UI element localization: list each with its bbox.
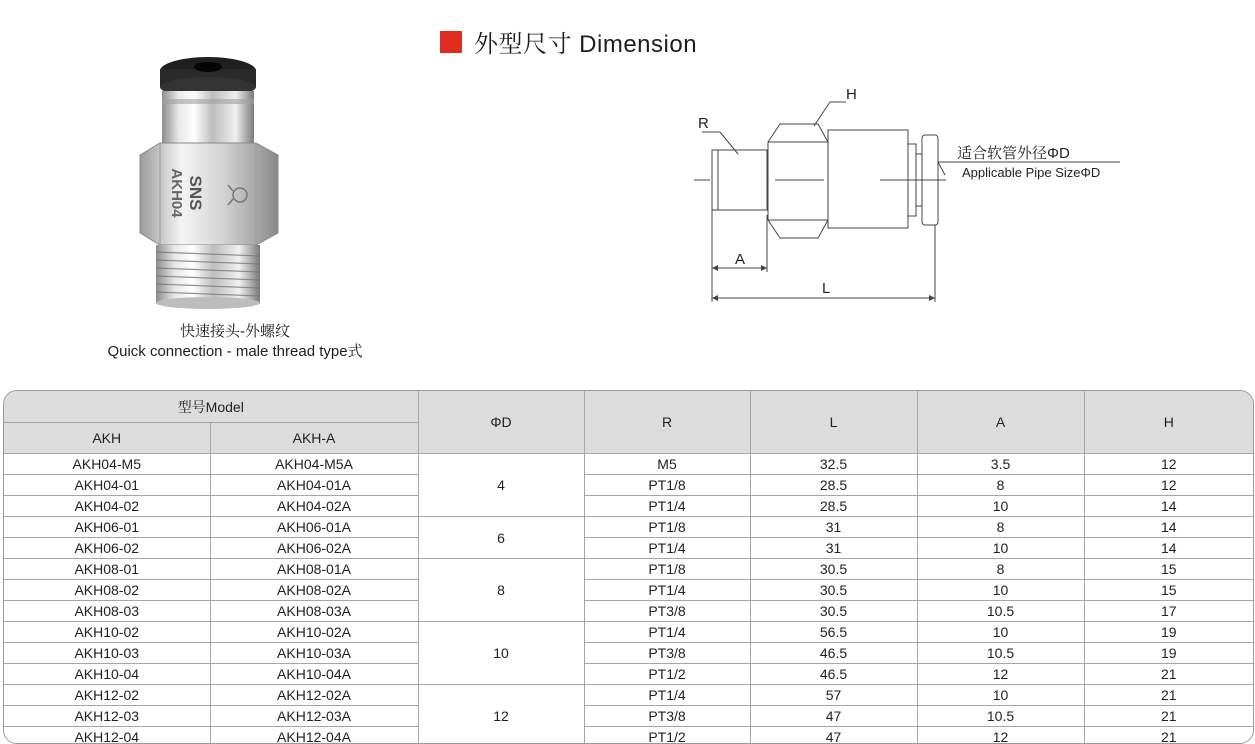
cell-a: 10 — [917, 580, 1084, 601]
cell-akh-a: AKH06-02A — [210, 538, 418, 559]
cell-akh-a: AKH08-03A — [210, 601, 418, 622]
cell-a: 10.5 — [917, 706, 1084, 727]
cell-l: 46.5 — [750, 643, 917, 664]
model-group-header: 型号Model — [4, 391, 418, 423]
cell-akh-a: AKH06-01A — [210, 517, 418, 538]
red-square-icon — [440, 31, 462, 53]
cell-r: M5 — [584, 454, 750, 475]
cell-a: 10 — [917, 496, 1084, 517]
header-a: A — [917, 391, 1084, 454]
header-l: L — [750, 391, 917, 454]
cell-r: PT3/8 — [584, 643, 750, 664]
cell-akh: AKH12-02 — [4, 685, 210, 706]
cell-od: 10 — [418, 622, 584, 685]
cell-r: PT1/4 — [584, 622, 750, 643]
cell-r: PT1/2 — [584, 664, 750, 685]
cell-akh: AKH08-03 — [4, 601, 210, 622]
table-row — [4, 538, 1253, 559]
cell-h: 19 — [1084, 643, 1253, 664]
cell-a: 8 — [917, 475, 1084, 496]
cell-akh: AKH08-02 — [4, 580, 210, 601]
cell-l: 46.5 — [750, 664, 917, 685]
cell-akh-a: AKH12-03A — [210, 706, 418, 727]
cell-l: 57 — [750, 685, 917, 706]
cell-akh: AKH04-01 — [4, 475, 210, 496]
cell-l: 32.5 — [750, 454, 917, 475]
table-row — [4, 517, 1253, 538]
cell-h: 12 — [1084, 454, 1253, 475]
cell-od: 12 — [418, 685, 584, 744]
cell-l: 56.5 — [750, 622, 917, 643]
cell-akh-a: AKH12-04A — [210, 727, 418, 744]
cell-od: 6 — [418, 517, 584, 559]
cell-akh-a: AKH08-02A — [210, 580, 418, 601]
cell-a: 8 — [917, 517, 1084, 538]
cell-akh-a: AKH04-02A — [210, 496, 418, 517]
product-caption — [60, 322, 410, 362]
header-r: R — [584, 391, 750, 454]
section-title: 外型尺寸 Dimension — [474, 24, 697, 59]
caption-cn: 快速接头-外螺纹 — [60, 322, 410, 342]
cell-od: 4 — [418, 454, 584, 517]
label-h: H — [846, 86, 857, 103]
cell-a: 10.5 — [917, 643, 1084, 664]
cell-r: PT1/4 — [584, 496, 750, 517]
table-row — [4, 685, 1253, 706]
cell-akh-a: AKH10-02A — [210, 622, 418, 643]
cell-akh-a: AKH12-02A — [210, 685, 418, 706]
cell-h: 12 — [1084, 475, 1253, 496]
cell-r: PT1/4 — [584, 685, 750, 706]
pipe-size-cn: 适合软管外径ΦD — [957, 145, 1070, 162]
cell-akh: AKH04-M5 — [4, 454, 210, 475]
table-row — [4, 706, 1253, 727]
cell-akh: AKH12-03 — [4, 706, 210, 727]
cell-akh: AKH06-02 — [4, 538, 210, 559]
cell-r: PT1/8 — [584, 475, 750, 496]
header-h: H — [1084, 391, 1253, 454]
cell-r: PT3/8 — [584, 706, 750, 727]
cell-akh-a: AKH04-01A — [210, 475, 418, 496]
cell-r: PT3/8 — [584, 601, 750, 622]
table-row — [4, 475, 1253, 496]
cell-h: 14 — [1084, 517, 1253, 538]
cell-h: 21 — [1084, 664, 1253, 685]
cell-akh: AKH12-04 — [4, 727, 210, 744]
cell-akh-a: AKH10-03A — [210, 643, 418, 664]
label-r: R — [698, 115, 709, 132]
cell-od: 8 — [418, 559, 584, 622]
cell-h: 21 — [1084, 706, 1253, 727]
cell-h: 21 — [1084, 727, 1253, 744]
cell-l: 47 — [750, 706, 917, 727]
product-brand: SNS — [186, 176, 205, 211]
cell-akh: AKH06-01 — [4, 517, 210, 538]
caption-en: Quick connection - male thread type式 — [60, 342, 410, 362]
table-row — [4, 559, 1253, 580]
header-akh: AKH — [4, 423, 210, 454]
cell-h: 19 — [1084, 622, 1253, 643]
cell-a: 12 — [917, 727, 1084, 744]
cell-h: 14 — [1084, 496, 1253, 517]
cell-l: 28.5 — [750, 475, 917, 496]
header-od: ΦD — [418, 391, 584, 454]
table-row — [4, 601, 1253, 622]
cell-akh: AKH04-02 — [4, 496, 210, 517]
cell-akh-a: AKH04-M5A — [210, 454, 418, 475]
cell-akh-a: AKH10-04A — [210, 664, 418, 685]
cell-l: 30.5 — [750, 601, 917, 622]
cell-r: PT1/2 — [584, 727, 750, 744]
table-row — [4, 496, 1253, 517]
cell-a: 10 — [917, 685, 1084, 706]
table-row — [4, 643, 1253, 664]
table-row — [4, 664, 1253, 685]
section-header — [440, 24, 697, 59]
cell-akh: AKH08-01 — [4, 559, 210, 580]
cell-h: 15 — [1084, 559, 1253, 580]
label-a: A — [735, 251, 745, 268]
cell-akh: AKH10-02 — [4, 622, 210, 643]
table-row — [4, 622, 1253, 643]
cell-a: 3.5 — [917, 454, 1084, 475]
header-akh-a: AKH-A — [210, 423, 418, 454]
dimension-table — [3, 390, 1254, 744]
cell-h: 15 — [1084, 580, 1253, 601]
table-row — [4, 727, 1253, 744]
cell-a: 8 — [917, 559, 1084, 580]
cell-h: 17 — [1084, 601, 1253, 622]
cell-l: 31 — [750, 517, 917, 538]
cell-akh-a: AKH08-01A — [210, 559, 418, 580]
cell-h: 21 — [1084, 685, 1253, 706]
cell-l: 31 — [750, 538, 917, 559]
cell-l: 47 — [750, 727, 917, 744]
cell-l: 28.5 — [750, 496, 917, 517]
cell-r: PT1/8 — [584, 517, 750, 538]
cell-h: 14 — [1084, 538, 1253, 559]
dimension-diagram — [680, 80, 1160, 310]
cell-a: 10 — [917, 538, 1084, 559]
label-l: L — [822, 280, 830, 297]
cell-r: PT1/4 — [584, 580, 750, 601]
spec-table — [4, 391, 1253, 744]
pipe-size-en: Applicable Pipe SizeΦD — [962, 165, 1100, 180]
cell-l: 30.5 — [750, 580, 917, 601]
cell-akh: AKH10-04 — [4, 664, 210, 685]
table-row — [4, 454, 1253, 475]
cell-a: 12 — [917, 664, 1084, 685]
product-model: AKH04 — [168, 168, 185, 218]
table-row — [4, 580, 1253, 601]
cell-r: PT1/4 — [584, 538, 750, 559]
cell-akh: AKH10-03 — [4, 643, 210, 664]
cell-r: PT1/8 — [584, 559, 750, 580]
cell-l: 30.5 — [750, 559, 917, 580]
cell-a: 10.5 — [917, 601, 1084, 622]
cell-a: 10 — [917, 622, 1084, 643]
product-photo — [120, 55, 310, 315]
